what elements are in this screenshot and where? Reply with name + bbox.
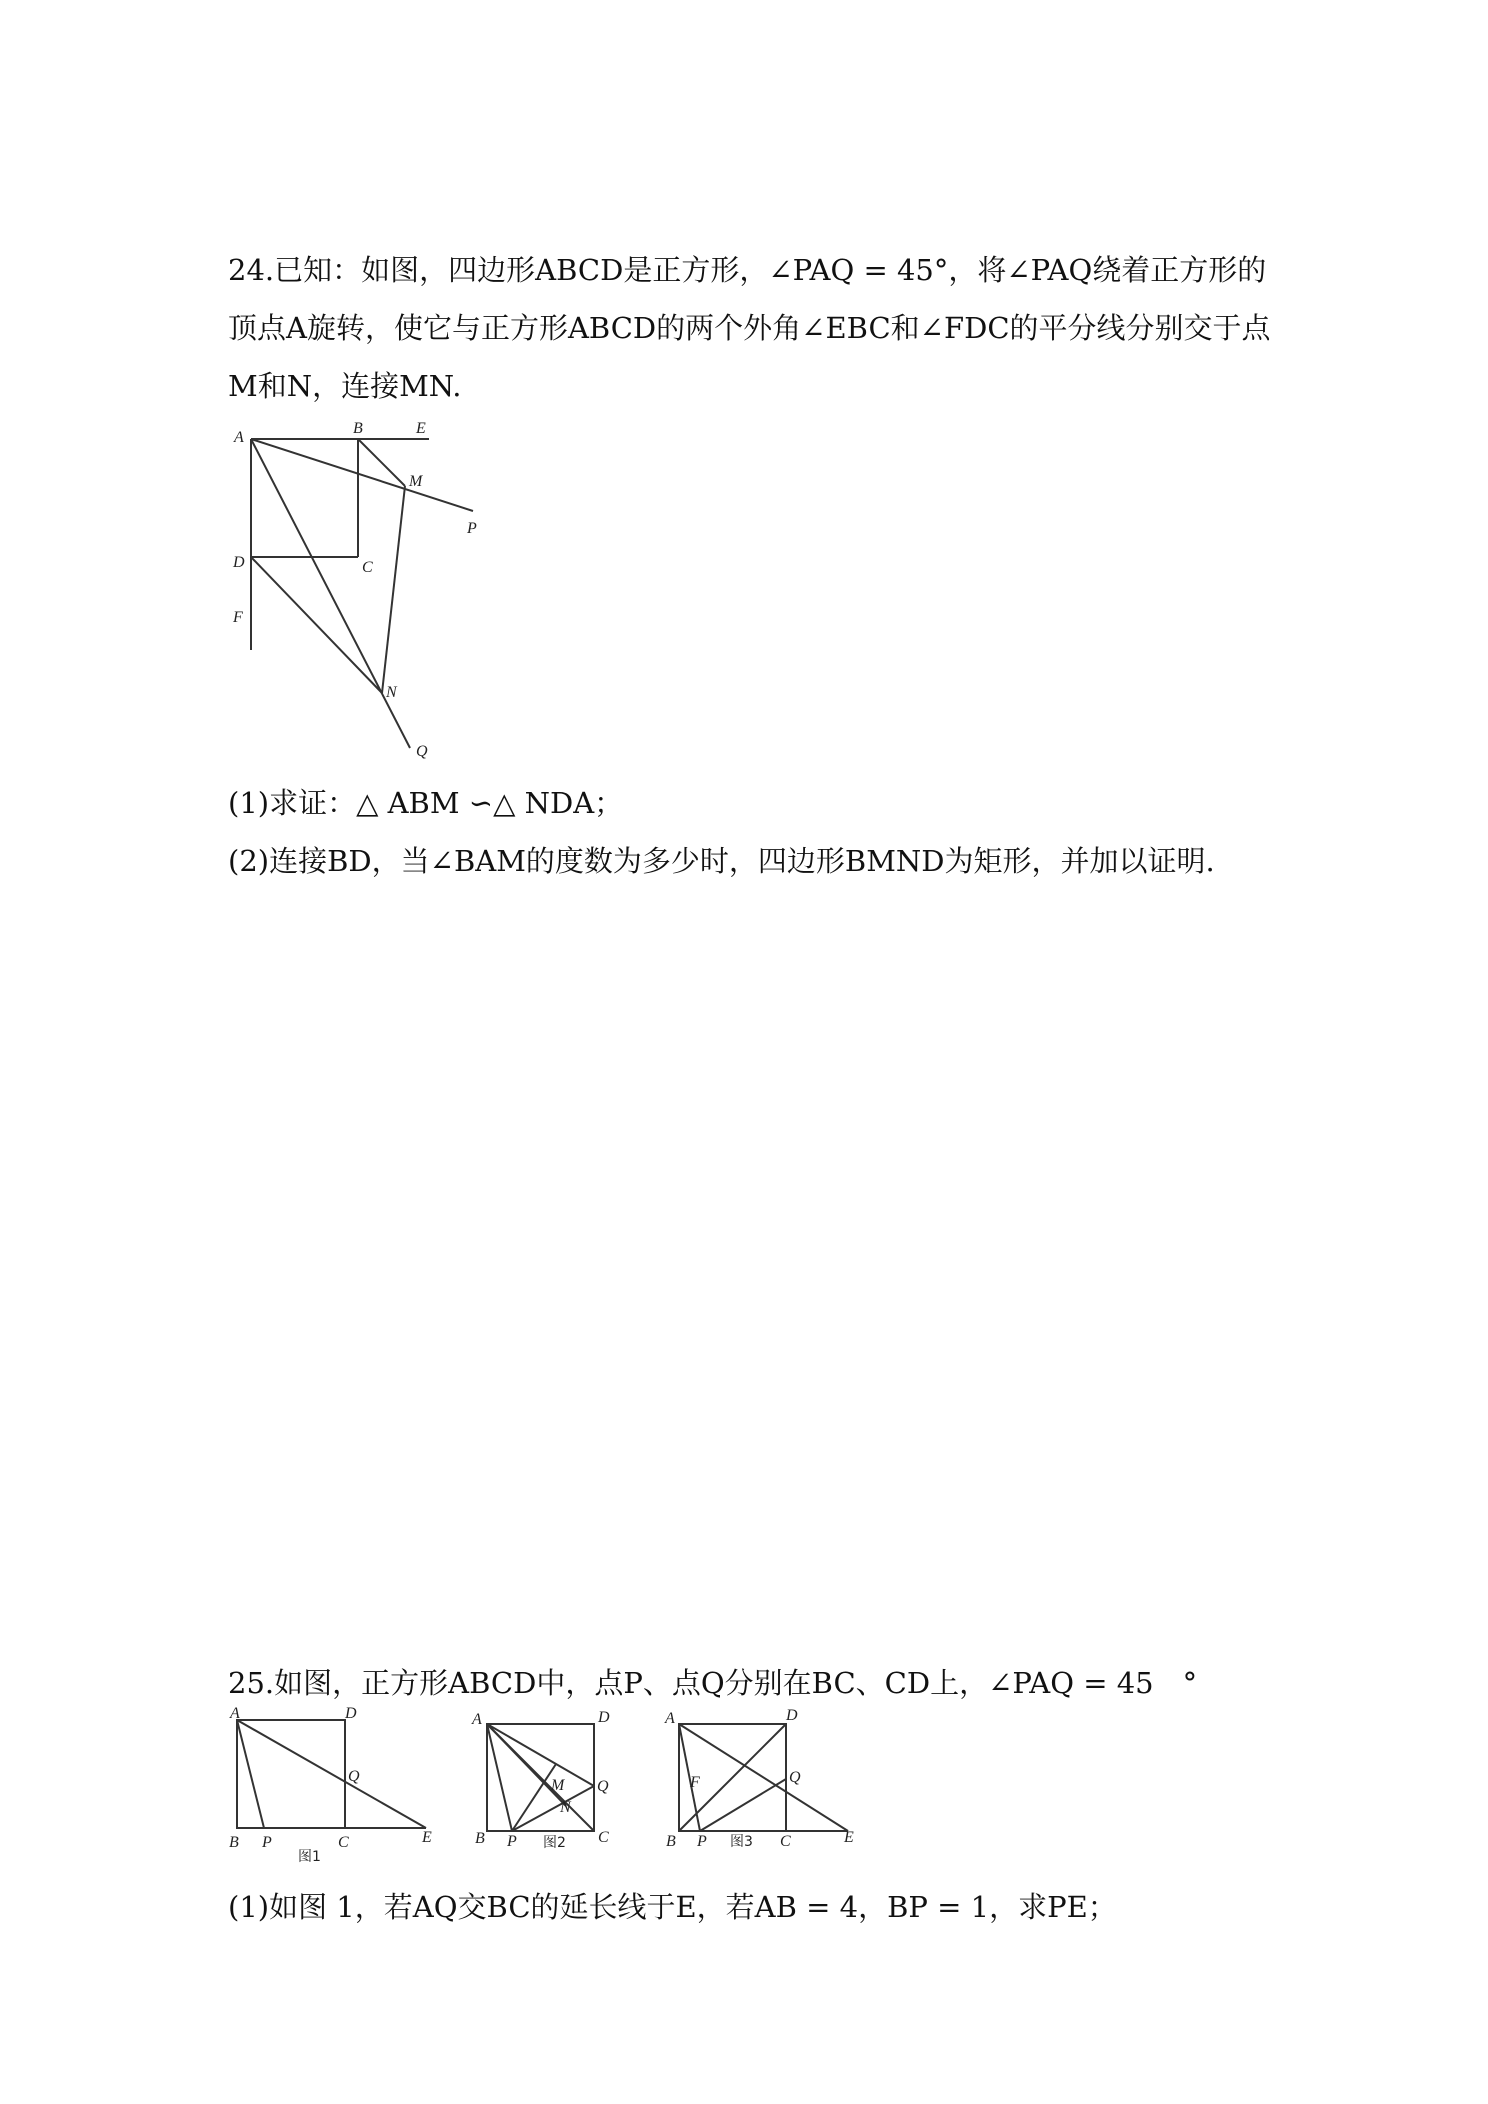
label-d: D bbox=[233, 554, 245, 571]
label-a: A bbox=[472, 1711, 482, 1728]
label-m: M bbox=[551, 1777, 565, 1794]
label-q: Q bbox=[416, 743, 428, 760]
q24-part-2: (2)连接BD，当∠BAM的度数为多少时，四边形BMND为矩形，并加以证明. bbox=[228, 844, 1215, 878]
label-b: B bbox=[666, 1833, 676, 1850]
label-q: Q bbox=[348, 1768, 360, 1785]
label-q: Q bbox=[789, 1769, 801, 1786]
q25-line-1: 25.如图，正方形ABCD中，点P、点Q分别在BC、CD上，∠PAQ = 45 ° bbox=[228, 1666, 1198, 1700]
label-b: B bbox=[229, 1834, 239, 1851]
q24-figure bbox=[225, 415, 495, 770]
label-d: D bbox=[598, 1709, 610, 1726]
label-a: A bbox=[230, 1705, 240, 1722]
q24-part-1: (1)求证：△ ABM ∽△ NDA； bbox=[228, 786, 624, 820]
line-ae bbox=[237, 1720, 426, 1828]
q25-figure-2 bbox=[465, 1705, 630, 1865]
label-e: E bbox=[844, 1829, 854, 1846]
bisector-dn bbox=[251, 557, 382, 693]
label-f: F bbox=[233, 609, 243, 626]
label-q: Q bbox=[597, 1778, 609, 1795]
line-ae bbox=[679, 1724, 848, 1831]
label-a: A bbox=[665, 1710, 675, 1727]
label-b: B bbox=[475, 1830, 485, 1847]
label-p: P bbox=[262, 1834, 272, 1851]
caption-fig-2: 图2 bbox=[543, 1835, 566, 1851]
line-ap bbox=[237, 1720, 264, 1828]
label-c: C bbox=[780, 1833, 791, 1850]
label-f: F bbox=[690, 1774, 700, 1791]
label-e: E bbox=[422, 1829, 432, 1846]
segment-mn bbox=[382, 486, 405, 693]
label-p: P bbox=[507, 1833, 517, 1850]
q24-line-1: 24.已知：如图，四边形ABCD是正方形，∠PAQ = 45°，将∠PAQ绕着正方形的 bbox=[228, 253, 1267, 287]
label-d: D bbox=[786, 1707, 798, 1724]
q24-line-2: 顶点A旋转，使它与正方形ABCD的两个外角∠EBC和∠FDC的平分线分别交于点 bbox=[228, 311, 1271, 345]
label-p: P bbox=[467, 520, 477, 537]
label-b: B bbox=[353, 420, 363, 437]
q25-figure-3 bbox=[655, 1705, 865, 1865]
label-e: E bbox=[416, 420, 426, 437]
line-pq bbox=[700, 1779, 786, 1831]
label-c: C bbox=[598, 1829, 609, 1846]
caption-fig-3: 图3 bbox=[730, 1834, 753, 1850]
label-m: M bbox=[409, 473, 423, 490]
line-ap bbox=[487, 1724, 512, 1831]
label-c: C bbox=[362, 559, 373, 576]
label-n: N bbox=[560, 1799, 571, 1816]
q25-figure-1 bbox=[225, 1705, 445, 1865]
q25-part-1: (1)如图 1，若AQ交BC的延长线于E，若AB = 4，BP = 1，求PE； bbox=[228, 1890, 1117, 1924]
ray-ap bbox=[251, 439, 473, 511]
caption-fig-1: 图1 bbox=[298, 1849, 321, 1865]
label-n: N bbox=[386, 684, 397, 701]
label-p: P bbox=[697, 1833, 707, 1850]
ray-aq bbox=[251, 439, 410, 748]
label-c: C bbox=[338, 1834, 349, 1851]
square-abcd bbox=[237, 1720, 345, 1828]
q24-line-3: M和N，连接MN. bbox=[228, 369, 462, 403]
label-d: D bbox=[345, 1705, 357, 1722]
bisector-bm bbox=[358, 439, 405, 486]
label-a: A bbox=[234, 429, 244, 446]
